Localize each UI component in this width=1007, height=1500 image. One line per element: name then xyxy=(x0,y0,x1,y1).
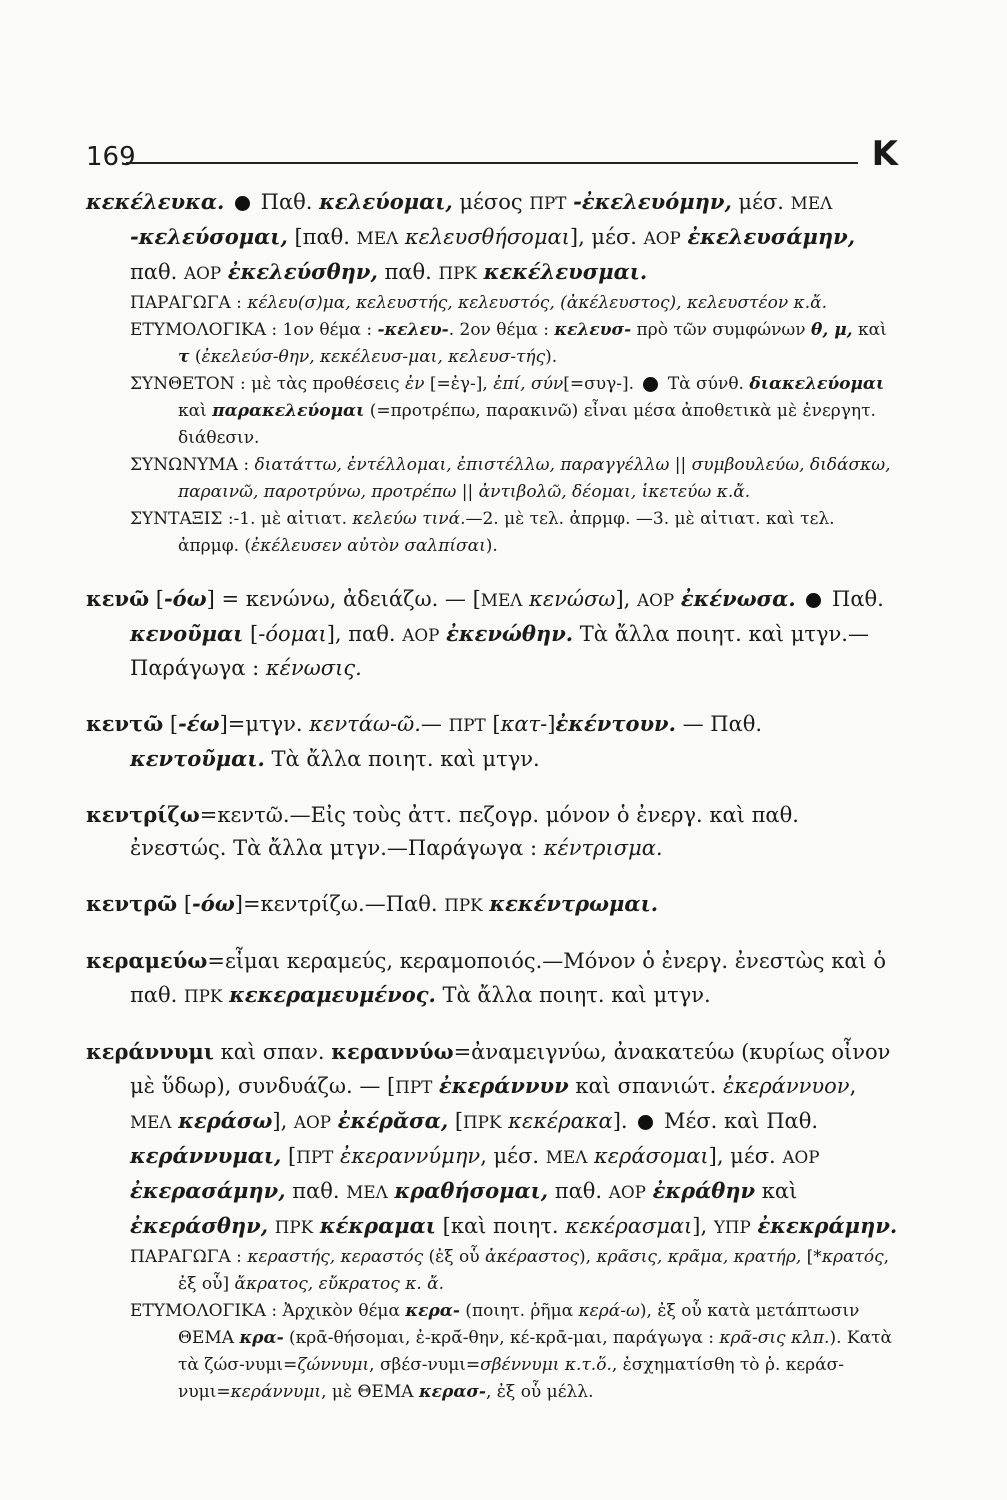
entry-compounds: ΣΥΝΘΕΤΟΝ : μὲ τὰς προθέσεις ἐν [=ἐγ-], ἐπί, σύν[=συγ-]. Τὰ σύνθ. διακελεύομαι καὶ παρακελεύομαι (=προτρέπω, παρακινῶ) εἶναι μέσα ἀποθετικὰ μὲ ἐνεργητ. διάθεσιν. xyxy=(130,374,885,448)
section-letter: K xyxy=(871,134,898,174)
entry-kentrizo xyxy=(86,798,898,865)
page-header xyxy=(86,134,898,180)
entry-keleuo-continued xyxy=(86,185,898,560)
entry-text: κεραμεύω=εἶμαι κεραμεύς, κεραμοποιός.—Μόνον ὁ ἐνεργ. ἐνεστὼς καὶ ὁ παθ. ΠΡΚ κεκεραμευμένος. Τὰ ἄλλα ποιητ. καὶ μτγν. xyxy=(86,948,887,1007)
entry-keno xyxy=(86,582,898,685)
entry-synonyms: ΣΥΝΩΝΥΜΑ : διατάττω, ἐντέλλομαι, ἐπιστέλλω, παραγγέλλω || συμβουλεύω, διδάσκω, παραινῶ, παροτρύνω, προτρέπω || ἀντιβολῶ, δέομαι, ἱκετεύω κ.ἄ. xyxy=(130,455,891,502)
entry-etymology: ΕΤΥΜΟΛΟΓΙΚΑ : 1ον θέμα : -κελευ-. 2ον θέμα : κελευσ- πρὸ τῶν συμφώνων θ, μ, καὶ τ (ἐκελεύσ-θην, κεκέλευσ-μαι, κελευσ-τής). xyxy=(130,320,887,367)
entry-text: κεράννυμι καὶ σπαν. κεραννύω=ἀναμειγνύω, ἀνακατεύω (κυρίως οἶνον μὲ ὕδωρ), συνδυάζω. — [ΠΡΤ ἐκεράννυν καὶ σπανιώτ. ἐκεράννυον, ΜΕΛ κεράσω], ΑΟΡ ἐκέρᾰσα, [ΠΡΚ κεκέρακα]. Μέσ. καὶ Παθ. κεράννυμαι, [ΠΡΤ ἐκεραννύμην, μέσ. ΜΕΛ κεράσομαι], μέσ. ΑΟΡ ἐκερασάμην, παθ. ΜΕΛ κραθήσομαι, παθ. ΑΟΡ ἐκράθην καὶ ἐκεράσθην, ΠΡΚ κέκραμαι [καὶ ποιητ. κεκέρασμαι], ΥΠΡ ἐκεκράμην. xyxy=(86,1039,898,1238)
header-rule xyxy=(126,162,858,164)
entry-text: κεντρῶ [-όω]=κεντρίζω.—Παθ. ΠΡΚ κεκέντρωμαι. xyxy=(86,891,659,916)
entry-syntax: ΣΥΝΤΑΞΙΣ :-1. μὲ αἰτιατ. κελεύω τινά.—2. μὲ τελ. ἀπρμφ. —3. μὲ αἰτιατ. καὶ τελ. ἀπρμφ. (ἐκέλευσεν αὐτὸν σαλπίσαι). xyxy=(130,509,835,556)
entry-kentro xyxy=(86,887,898,922)
entry-text: κενῶ [-όω] = κενώνω, ἀδειάζω. — [ΜΕΛ κενώσω], ΑΟΡ ἐκένωσα. Παθ. κενοῦμαι [-όομαι], παθ. ΑΟΡ ἐκενώθην. Τὰ ἄλλα ποιητ. καὶ μτγν.—Παράγωγα : κένωσις. xyxy=(86,586,884,680)
entry-text: κεντῶ [-έω]=μτγν. κεντάω-ῶ.— ΠΡΤ [κατ-]ἐκέντουν. — Παθ. κεντοῦμαι. Τὰ ἄλλα ποιητ. καὶ μτγν. xyxy=(86,711,763,771)
entry-text: κεντρίζω=κεντῶ.—Εἰς τοὺς ἀττ. πεζογρ. μόνον ὁ ἐνεργ. καὶ παθ. ἐνεστώς. Τὰ ἄλλα μτγν.—Παράγωγα : κέντρισμα. xyxy=(86,802,799,860)
entry-text: κεκέλευκα. Παθ. κελεύομαι, μέσος ΠΡΤ -ἐκελευόμην, μέσ. ΜΕΛ -κελεύσομαι, [παθ. ΜΕΛ κελευσθήσομαι], μέσ. ΑΟΡ ἐκελευσάμην, παθ. ΑΟΡ ἐκελεύσθην, παθ. ΠΡΚ κεκέλευσμαι. xyxy=(86,189,856,284)
entry-kento xyxy=(86,707,898,776)
entry-derivatives: ΠΑΡΑΓΩΓΑ : κέλευ(σ)μα, κελευστής, κελευστός, (ἀκέλευστος), κελευστέον κ.ἄ. xyxy=(130,293,827,313)
entry-derivatives: ΠΑΡΑΓΩΓΑ : κεραστής, κεραστός (ἐξ οὗ ἀκέραστος), κρᾶσις, κρᾶμα, κρατήρ, [*κρατός, ἐξ οὗ] ἄκρατος, εὔκρατος κ. ἄ. xyxy=(130,1247,890,1294)
entry-kerameuo xyxy=(86,944,898,1013)
page-number: 169 xyxy=(86,142,136,172)
entry-etymology: ΕΤΥΜΟΛΟΓΙΚΑ : Ἀρχικὸν θέμα κερα- (ποιητ. ῥῆμα κερά-ω), ἐξ οὗ κατὰ μετάπτωσιν ΘΕΜΑ κρα- (κρᾱ-θήσομαι, ἐ-κρᾱ́-θην, κέ-κρᾱ-μαι, παράγωγα : κρᾶ-σις κλπ.). Κατὰ τὰ ζώσ-νυμι=ζώννυμι, σβέσ-νυμι=σβέννυμι κ.τ.ὅ., ἐσχηματίσθη τὸ ῥ. κεράσ-νυμι=κεράννυμι, μὲ ΘΕΜΑ κερασ-, ἐξ οὗ μέλλ. xyxy=(130,1301,892,1402)
dictionary-content xyxy=(86,185,898,1424)
entry-kerannymi xyxy=(86,1035,898,1406)
